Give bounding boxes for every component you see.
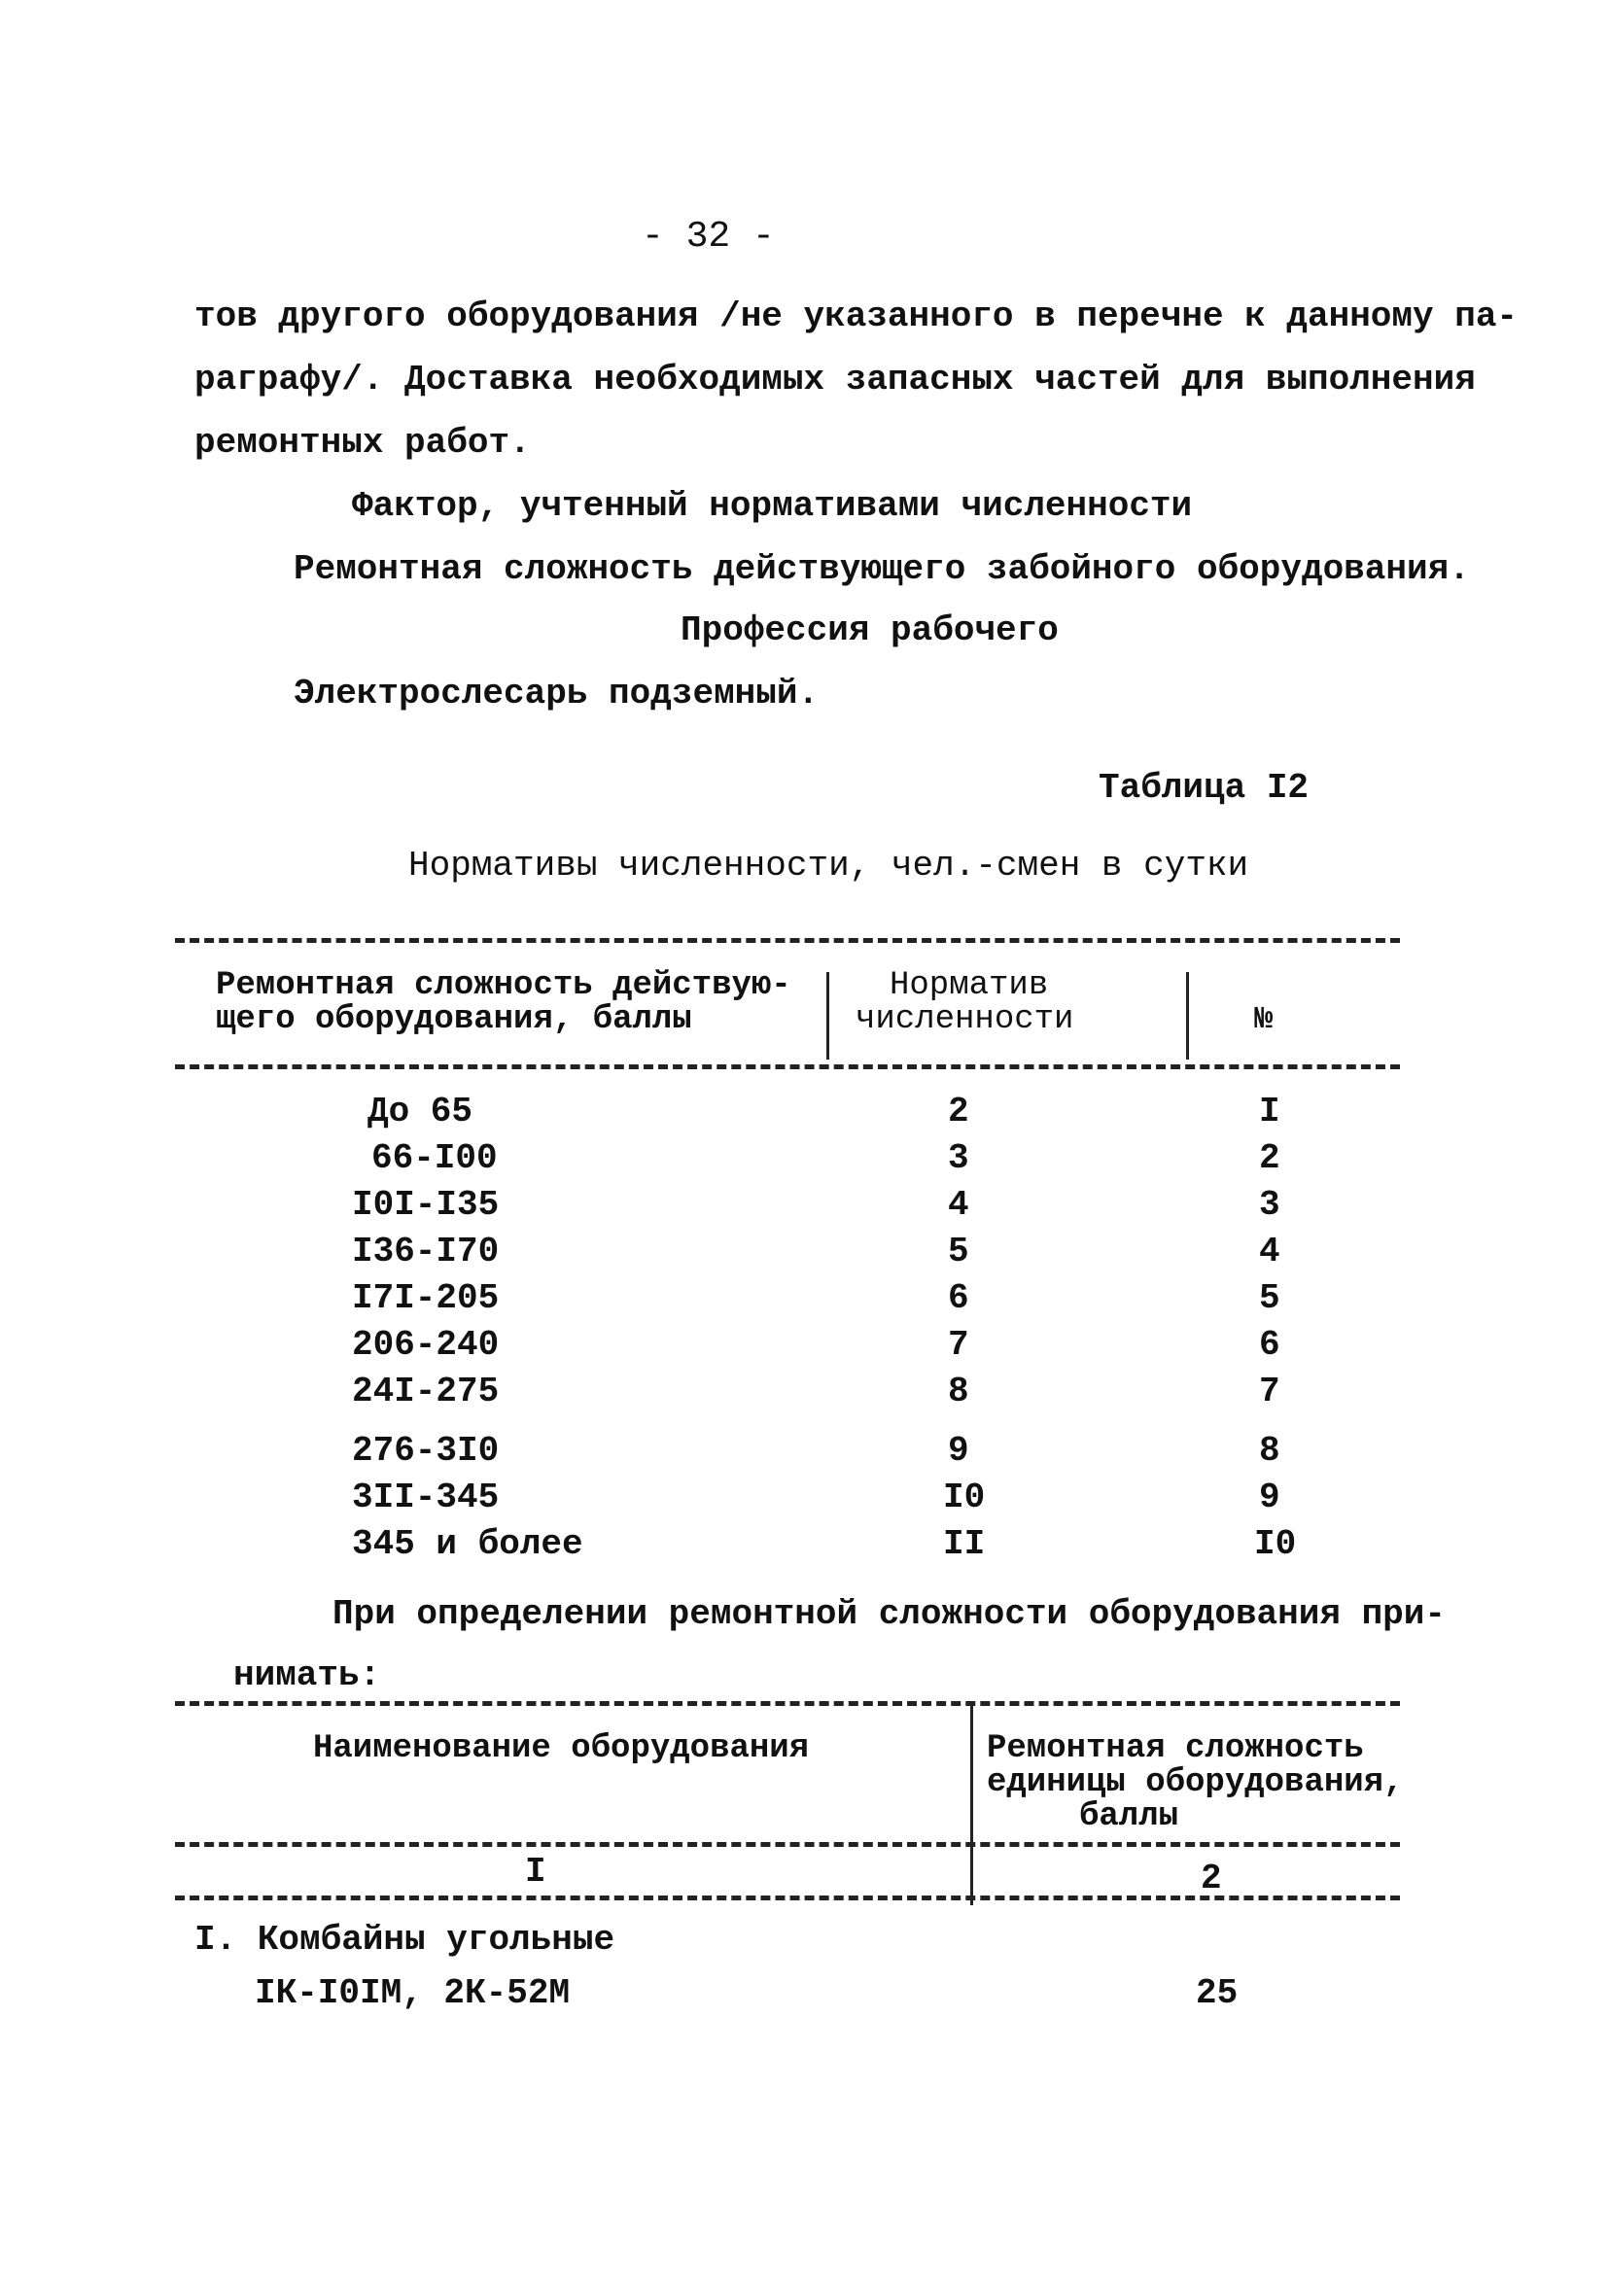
- table-row-8-range: 276-3I0: [352, 1431, 500, 1471]
- table2-section-title: I. Комбайны угольные: [194, 1920, 615, 1960]
- table-row-9-range: 3II-345: [352, 1478, 500, 1517]
- table2-header-col2-2: единицы оборудования,: [987, 1764, 1404, 1801]
- table2-colnum-1: I: [525, 1852, 546, 1892]
- table-row-5-norm: 6: [948, 1278, 969, 1318]
- table-row-9-num: 9: [1259, 1478, 1280, 1517]
- table2-col-divider: [970, 1701, 973, 1905]
- table12-col3-header: №: [1254, 1001, 1274, 1037]
- page-number: - 32 -: [642, 216, 775, 258]
- profession-label: Профессия рабочего: [681, 610, 1059, 650]
- table-row-10-norm: II: [943, 1524, 986, 1564]
- table2-header-col1: Наименование оборудования: [313, 1730, 810, 1767]
- table-row-5-range: I7I-205: [352, 1278, 500, 1318]
- table12-col2-header-1: Норматив: [890, 967, 1049, 1004]
- table-row-4-norm: 5: [948, 1232, 969, 1271]
- table12-col-divider-1: [826, 972, 829, 1060]
- table2-header-col2-1: Ремонтная сложность: [987, 1730, 1364, 1767]
- table-row-7-range: 24I-275: [352, 1372, 500, 1411]
- note-line-1: При определении ремонтной сложности оборудования при-: [332, 1594, 1446, 1634]
- factor-value: Ремонтная сложность действующего забойного оборудования.: [294, 549, 1470, 589]
- intro-line-3: ремонтных работ.: [194, 423, 531, 463]
- table-row-3-range: I0I-I35: [352, 1185, 500, 1225]
- table-row-5-num: 5: [1259, 1278, 1280, 1318]
- table2-item-value: 25: [1196, 1973, 1239, 2013]
- table-row-2-num: 2: [1259, 1138, 1280, 1178]
- table12-header-rule: [175, 1064, 1400, 1069]
- table-row-1-num: I: [1259, 1092, 1280, 1131]
- table-row-6-num: 6: [1259, 1325, 1280, 1365]
- table12-top-rule: [175, 938, 1400, 943]
- factor-label: Фактор, учтенный нормативами численности: [352, 486, 1193, 526]
- note-line-2: нимать:: [233, 1655, 381, 1695]
- table-row-1-norm: 2: [948, 1092, 969, 1131]
- table-row-4-num: 4: [1259, 1232, 1280, 1271]
- table-row-4-range: I36-I70: [352, 1232, 500, 1271]
- intro-line-1: тов другого оборудования /не указанного в перечне к данному па-: [194, 296, 1519, 336]
- intro-line-2: раграфу/. Доставка необходимых запасных частей для выполнения: [194, 360, 1476, 400]
- table-row-10-num: I0: [1254, 1524, 1297, 1564]
- table2-colnum-2: 2: [1201, 1859, 1222, 1898]
- table12-title: Нормативы численности, чел.-смен в сутки: [408, 846, 1249, 886]
- table-row-7-norm: 8: [948, 1372, 969, 1411]
- table2-colnum-rule: [175, 1896, 1400, 1900]
- table-row-1-range: До 65: [367, 1092, 473, 1131]
- table12-col1-header-2: щего оборудования, баллы: [216, 1001, 692, 1038]
- table12-col-divider-2: [1186, 972, 1189, 1060]
- table2-item-name: IК-I0IМ, 2К-52М: [255, 1973, 571, 2013]
- table2-header-rule: [175, 1842, 1400, 1847]
- table-row-3-norm: 4: [948, 1185, 969, 1225]
- table2-header-col2-3: баллы: [1079, 1798, 1179, 1835]
- table-row-6-range: 206-240: [352, 1325, 500, 1365]
- table-row-3-num: 3: [1259, 1185, 1280, 1225]
- table-row-7-num: 7: [1259, 1372, 1280, 1411]
- table-row-8-num: 8: [1259, 1431, 1280, 1471]
- table12-label: Таблица I2: [1099, 768, 1310, 808]
- table2-top-rule: [175, 1701, 1400, 1706]
- table-row-2-norm: 3: [948, 1138, 969, 1178]
- table-row-9-norm: I0: [943, 1478, 986, 1517]
- table-row-2-range: 66-I00: [371, 1138, 498, 1178]
- table12-col1-header-1: Ремонтная сложность действую-: [216, 967, 791, 1004]
- table-row-6-norm: 7: [948, 1325, 969, 1365]
- table12-col2-header-2: численности: [856, 1001, 1074, 1038]
- table-row-10-range: 345 и более: [352, 1524, 583, 1564]
- table-row-8-norm: 9: [948, 1431, 969, 1471]
- profession-value: Электрослесарь подземный.: [294, 674, 820, 713]
